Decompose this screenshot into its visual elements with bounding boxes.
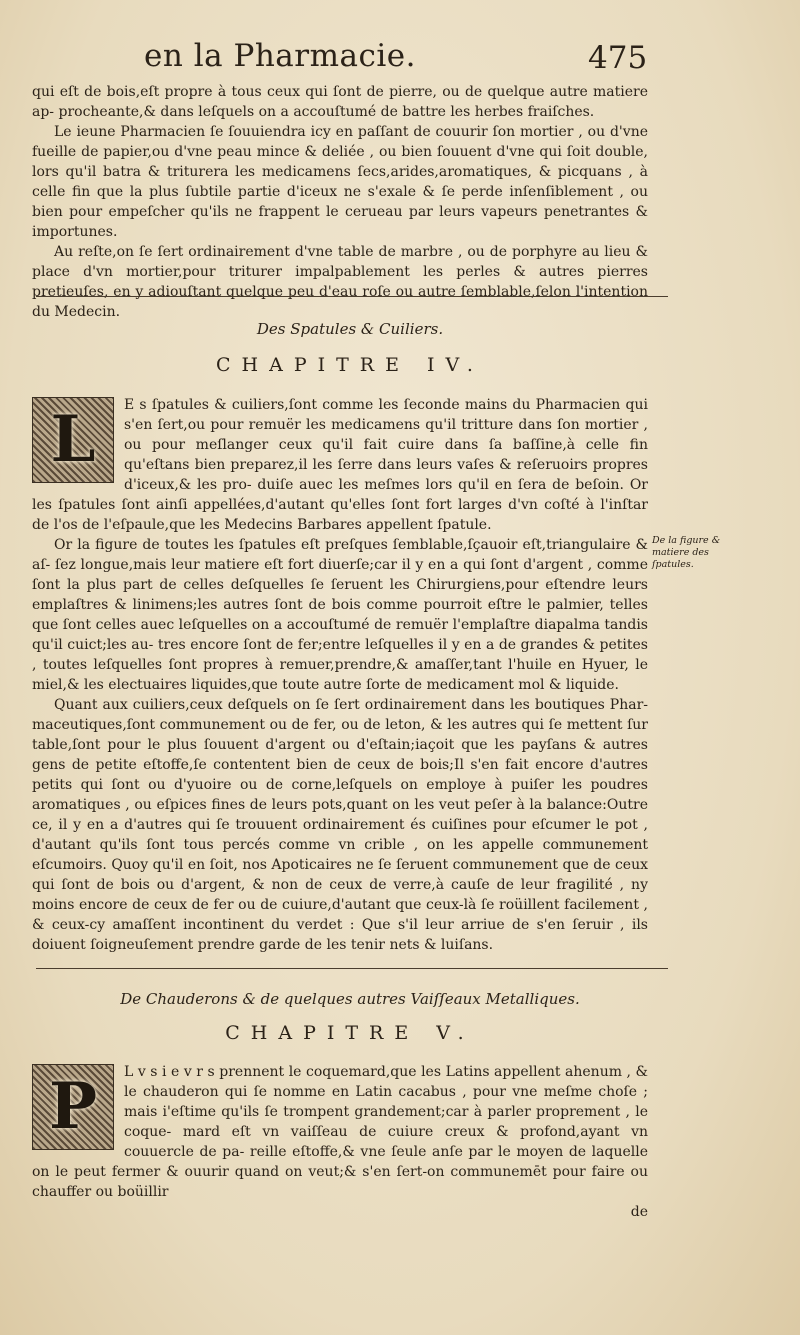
intro-paragraph-2: Le ieune Pharmacien ſe ſouuiendra icy en paſſant de couurir ſon mortier , ou d'vne fueille de papier,ou d'vne peau mince & deliée , ou bien ſouuent d'vne qui ſoit double, lors qu'il batra & triturera les medicamens ſecs,arides,aromatiques, & picquans , à celle fin que la plus ſubtile partie d'iceux ne s'exale & ſe perde inſenſiblement , ou bien pour empeſcher qu'ils ne frappent le cerueau par leurs vapeurs penetrantes & importunes. — [32, 124, 648, 240]
chapter4-text-block — [32, 395, 648, 955]
chapter5-dropcap-ornament — [32, 1064, 114, 1150]
chapter4-dropcap-ornament — [32, 397, 114, 483]
page-number: 475 — [588, 40, 648, 76]
intro-paragraph-3: Au reſte,on ſe ſert ordinairement d'vne table de marbre , ou de porphyre au lieu & place d'vn mortier,pour triturer impalpablement les perles & autres pierres pretieuſes, en y adiouſtant quelque peu d'eau roſe ou autre ſemblable,ſelon l'intention du Medecin. — [32, 244, 648, 320]
intro-text-block — [32, 82, 648, 322]
section-divider-2 — [36, 968, 668, 969]
chapter5-dropcap-letter: P — [48, 1069, 98, 1144]
chapter4-section-title: Des Spatules & Cuiliers. — [256, 320, 444, 338]
section-divider-1 — [36, 296, 668, 297]
margin-note: De la figure & matiere des ſpatules. — [652, 535, 721, 570]
chapter4-chapter-title: CHAPITRE IV. — [216, 354, 484, 376]
chapter4-paragraph-3: Quant aux cuiliers,ceux deſquels on ſe ſert ordinairement dans les boutiques Phar- maceutiques,ſont communement ou de fer, ou de leton, & les autres qui ſe mettent ſur table,ſont pour le plus ſouuent d'argent ou d'eſtain;iaçoit que les payſans & autres gens de petite eſtoffe,ſe contentent bien de ceux de bois;Il s'en fait encore d'autres petits qui ſont ou d'yuoire ou de corne,leſquels on employe à puiſer les poudres aromatiques , ou eſpices fines de leurs pots,quant on les veut peſer à la balance:Outre ce, il y en a d'autres qui ſe trouuent ordinairement és cuiſines pour eſcumer le pot , d'autant qu'ils ſont tous percés comme vn crible , on les appelle communement eſcumoirs. Quoy qu'il en ſoit, nos Apoticaires ne ſe ſeruent communement que de ceux qui ſont de bois ou d'argent, & non de ceux de verre,à cauſe de leur fragilité , ny moins encore de ceux de fer ou de cuiure,d'autant que ceux-là ſe roüillent facilement , & ceux-cy amaſſent incontinent du verdet : Que s'il leur arriue de s'en ſeruir , ils doiuent ſoigneuſement prendre garde de les tenir nets & luiſans. — [32, 697, 648, 953]
chapter4-dropcap-letter: L — [50, 402, 96, 477]
chapter5-paragraph-1: L v s i e v r s prennent le coquemard,que les Latins appellent ahenum , & le chauderon qui ſe nomme en Latin cacabus , pour vne meſme choſe ; mais i'eſtime qu'ils ſe trompent grandement;car à parler proprement , le coque- mard eſt vn vaiſſeau de cuiure creux & profond,ayant vn couuercle de pa- reille eſtoffe,& vne ſeule anſe par le moyen de laquelle on le peut fermer & ouurir quand on veut;& s'en ſert-on communemēt pour faire ou chauffer ou boüillir — [32, 1064, 648, 1200]
catchword: de — [630, 1204, 648, 1220]
running-head: en la Pharmacie. — [144, 38, 416, 74]
chapter5-section-title: De Chauderons & de quelques autres Vaiſſeaux Metalliques. — [120, 990, 580, 1008]
chapter4-paragraph-1: E s ſpatules & cuiliers,ſont comme les ſeconde mains du Pharmacien qui s'en ſert,ou pour remuër les medicamens qu'il tritture dans ſon mortier , ou pour meſlanger ceux qu'il fait cuire dans ſa baſſine,à celle fin qu'eſtans bien preparez,il les ſerre dans leurs vaſes & reſeruoirs propres d'iceux,& les pro- duiſe auec les meſmes lors qu'il en ſera de beſoin. Or les ſpatules ſont ainſi appellées,d'autant qu'elles ſont fort larges d'vn coſté à l'inſtar de l'os de l'eſpaule,que les Medecins Barbares appellent ſpatule. — [32, 397, 648, 533]
chapter4-paragraph-2: Or la figure de toutes les ſpatules eſt preſques ſemblable,ſçauoir eſt,triangulaire & aſ- ſez longue,mais leur matiere eſt fort diuerſe;car il y en a qui ſont d'argent , comme ſont la plus part de celles deſquelles ſe ſeruent les Chirurgiens,pour eſtendre leurs emplaſtres & linimens;les autres ſont de bois comme pourroit eſtre le palmier, telles que ſont celles auec leſquelles on a accouſtumé de remuër l'emplaſtre diapalma tandis qu'il cuict;les au- tres encore ſont de fer;entre leſquelles il y en a de grandes & petites , toutes leſquelles ſont propres à remuer,prendre,& amaſſer,tant l'huile en Hyuer, le miel,& les electuaires liquides,que toute autre ſorte de medicament mol & liquide. — [32, 537, 648, 693]
intro-paragraph-1: qui eſt de bois,eſt propre à tous ceux qui ſont de pierre, ou de quelque autre matiere ap- procheante,& dans leſquels on a accouſtumé de battre les herbes fraiſches. — [32, 84, 648, 120]
chapter5-chapter-title: CHAPITRE V. — [225, 1022, 475, 1044]
chapter5-text-block — [32, 1062, 648, 1222]
